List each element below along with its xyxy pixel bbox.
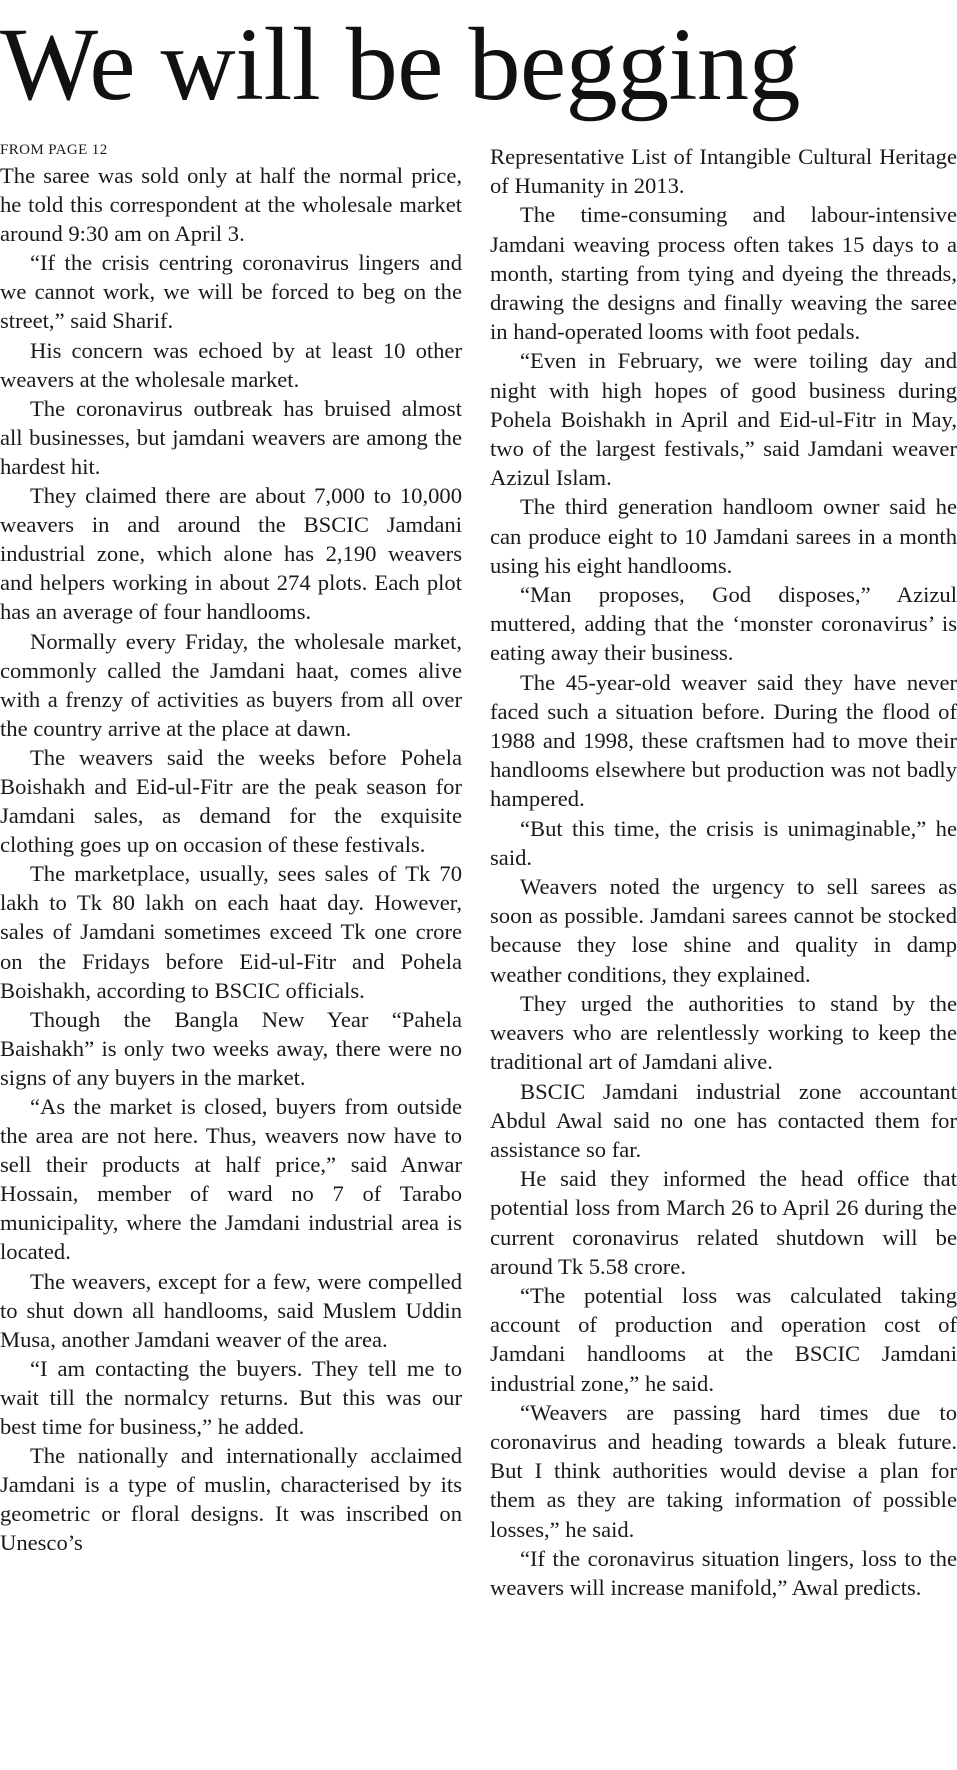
paragraph: The 45-year-old weaver said they have never faced such a situation before. During the flood of 1988 and 1998, these craftsmen had to move their handlooms elsewhere but production was not badly hampered. <box>490 669 957 812</box>
paragraph: The marketplace, usually, sees sales of Tk 70 lakh to Tk 80 lakh on each haat day. However, sales of Jamdani sometimes exceed Tk one crore on the Fridays before Eid-ul-Fitr and Pohela Boishakh, according to BSCIC officials. <box>0 861 462 1003</box>
paragraph: “But this time, the crisis is unimaginable,” he said. <box>490 815 957 870</box>
paragraph: The third generation handloom owner said he can produce eight to 10 Jamdani sarees in a month using his eight handlooms. <box>490 494 957 578</box>
paragraph: Though the Bangla New Year “Pahela Baishakh” is only two weeks away, there were no signs of any buyers in the market. <box>0 1006 462 1090</box>
paragraph: “Even in February, we were toiling day and night with high hopes of good business during Pohela Boishakh in April and Eid-ul-Fitr in May, two of the largest festivals,” said Jamdani weaver Azizul Islam. <box>490 348 957 491</box>
paragraph: The time-consuming and labour-intensive Jamdani weaving process often takes 15 days to a month, starting from tying and dyeing the threads, drawing the designs and finally weaving the saree in hand-operated looms with foot pedals. <box>490 202 957 345</box>
paragraph: “I am contacting the buyers. They tell me to wait till the normalcy returns. But this was our best time for business,” he added. <box>0 1355 462 1440</box>
paragraph: They claimed there are about 7,000 to 10,000 weavers in and around the BSCIC Jamdani industrial zone, which alone has 2,190 weavers and helpers working in about 274 plots. Each plot has an average of four handlooms. <box>0 483 462 625</box>
paragraph: The weavers said the weeks before Pohela Boishakh and Eid-ul-Fitr are the peak season for Jamdani sales, as demand for the exquisite clothing goes up on occasion of these festivals. <box>0 744 462 858</box>
paragraph: “Weavers are passing hard times due to coronavirus and heading towards a bleak future. But I think authorities would devise a plan for them as they are taking information of possible losses,” he said. <box>490 1399 957 1542</box>
article-column-right <box>490 142 957 1602</box>
paragraph: His concern was echoed by at least 10 other weavers at the wholesale market. <box>0 337 462 392</box>
paragraph: Normally every Friday, the wholesale market, commonly called the Jamdani haat, comes alive with a frenzy of activities as buyers from all over the country arrive at the place at dawn. <box>0 628 462 741</box>
from-page-jumpline: FROM PAGE 12 <box>0 142 108 158</box>
paragraph: The saree was sold only at half the normal price, he told this correspondent at the wholesale market around 9:30 am on April 3. <box>0 163 462 247</box>
paragraph: “Man proposes, God disposes,” Azizul muttered, adding that the ‘monster coronavirus’ is eating away their business. <box>490 582 957 666</box>
article-column-left <box>0 141 462 1558</box>
paragraph: He said they informed the head office that potential loss from March 26 to April 26 during the current coronavirus related shutdown will be around Tk 5.58 crore. <box>490 1166 957 1279</box>
paragraph: They urged the authorities to stand by the weavers who are relentlessly working to keep the traditional art of Jamdani alive. <box>490 990 957 1075</box>
paragraph: The weavers, except for a few, were compelled to shut down all handlooms, said Muslem Uddin Musa, another Jamdani weaver of the area. <box>0 1268 462 1352</box>
paragraph: The coronavirus outbreak has bruised almost all businesses, but jamdani weavers are among the hardest hit. <box>0 395 462 479</box>
paragraph: “If the coronavirus situation lingers, loss to the weavers will increase manifold,” Awal predicts. <box>490 1545 957 1600</box>
paragraph: The nationally and internationally acclaimed Jamdani is a type of muslin, characterised by its geometric or floral designs. It was inscribed on Unesco’s <box>0 1443 462 1556</box>
paragraph: Weavers noted the urgency to sell sarees as soon as possible. Jamdani sarees cannot be stocked because they lose shine and quality in damp weather conditions, they explained. <box>490 874 957 987</box>
paragraph: BSCIC Jamdani industrial zone accountant Abdul Awal said no one has contacted them for assistance so far. <box>490 1078 957 1162</box>
paragraph: “If the crisis centring coronavirus lingers and we cannot work, we will be forced to beg on the street,” said Sharif. <box>0 250 462 334</box>
paragraph: “The potential loss was calculated taking account of production and operation cost of Jamdani handlooms at the BSCIC Jamdani industrial zone,” he said. <box>490 1282 957 1396</box>
headline: We will be begging <box>0 7 800 122</box>
paragraph: “As the market is closed, buyers from outside the area are not here. Thus, weavers now have to sell their products at half price,” said Anwar Hossain, member of ward no 7 of Tarabo municipality, where the Jamdani industrial area is located. <box>0 1094 462 1265</box>
paragraph-continued: Representative List of Intangible Cultural Heritage of Humanity in 2013. <box>490 144 957 199</box>
